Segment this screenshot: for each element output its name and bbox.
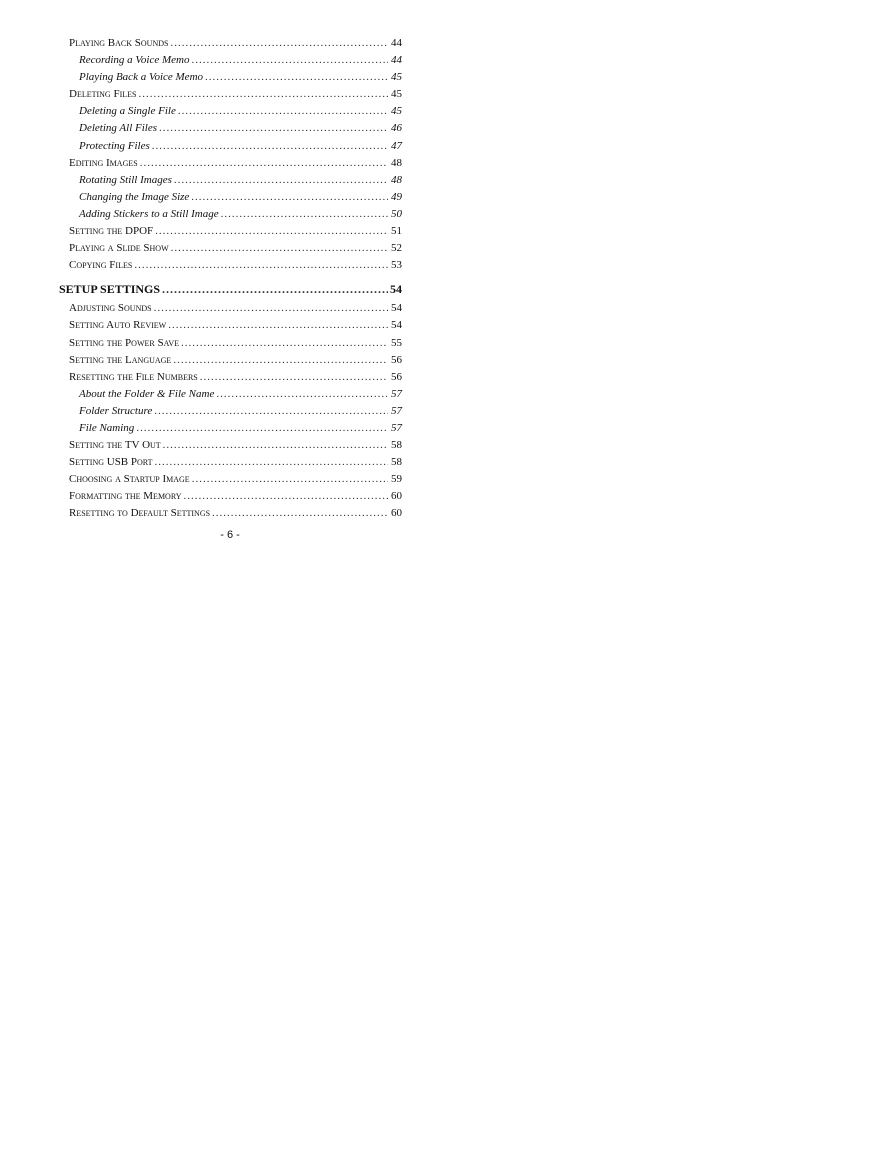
toc-entry-page: 57 xyxy=(391,421,402,434)
toc-entry-title: Deleting All Files xyxy=(79,122,158,135)
toc-entry-title: Resetting to Default Settings xyxy=(69,507,211,520)
toc-entry-page: 45 xyxy=(391,88,402,101)
dot-leader xyxy=(184,490,388,502)
toc-entry-title: Adding Stickers to a Still Image xyxy=(79,207,219,220)
dot-leader xyxy=(216,388,388,400)
toc-entry-title: Choosing a Startup Image xyxy=(69,473,190,486)
toc-entry-page: 54 xyxy=(390,281,402,296)
dot-leader xyxy=(191,191,388,203)
toc-entry[interactable] xyxy=(59,242,402,259)
toc-entry-page: 57 xyxy=(391,404,402,417)
dot-leader xyxy=(192,473,388,485)
dot-leader xyxy=(173,354,388,366)
page-number-footer: - 6 - xyxy=(220,529,240,541)
toc-entry-page: 45 xyxy=(391,71,402,84)
toc-entry[interactable] xyxy=(59,122,402,139)
toc-entry-page: 48 xyxy=(391,156,402,169)
dot-leader xyxy=(140,157,388,169)
toc-entry[interactable] xyxy=(59,88,402,105)
toc-entry-title: Recording a Voice Memo xyxy=(79,54,190,67)
toc-entry-title: Playing Back Sounds xyxy=(69,37,169,49)
toc-entry-title: Setting the DPOF xyxy=(69,225,154,238)
toc-entry[interactable] xyxy=(59,208,402,225)
toc-entry-title: Editing Images xyxy=(69,156,138,169)
toc-entry-page: 55 xyxy=(391,336,402,349)
dot-leader xyxy=(155,456,388,468)
toc-entry-page: 45 xyxy=(391,105,402,118)
table-of-contents xyxy=(59,37,402,525)
toc-entry[interactable] xyxy=(59,422,402,439)
toc-entry[interactable] xyxy=(59,37,402,54)
toc-entry[interactable] xyxy=(59,225,402,242)
toc-entry-page: 60 xyxy=(391,490,402,503)
toc-entry-title: Deleting Files xyxy=(69,88,137,101)
dot-leader xyxy=(191,54,388,66)
toc-entry[interactable] xyxy=(59,157,402,174)
dot-leader xyxy=(171,242,388,254)
toc-entry[interactable] xyxy=(59,105,402,122)
dot-leader xyxy=(155,225,388,237)
toc-entry-page: 56 xyxy=(391,353,402,366)
dot-leader xyxy=(162,282,388,297)
toc-entry[interactable] xyxy=(59,337,402,354)
toc-entry-page: 44 xyxy=(391,37,402,49)
toc-entry-title: Playing a Slide Show xyxy=(69,242,169,255)
dot-leader xyxy=(168,319,388,331)
toc-entry-title: Setting the Power Save xyxy=(69,336,179,349)
toc-entry-title: About the Folder & File Name xyxy=(79,387,215,400)
toc-entry-title: Setting Auto Review xyxy=(69,319,167,332)
toc-entry-page: 49 xyxy=(391,190,402,203)
toc-entry-page: 46 xyxy=(391,122,402,135)
toc-entry-page: 60 xyxy=(391,507,402,520)
toc-entry-title: Protecting Files xyxy=(79,139,150,152)
dot-leader xyxy=(205,71,388,83)
dot-leader xyxy=(181,337,388,349)
toc-entry-page: 56 xyxy=(391,370,402,383)
toc-entry[interactable] xyxy=(59,54,402,71)
dot-leader xyxy=(170,37,388,49)
toc-entry-page: 51 xyxy=(391,225,402,238)
toc-entry-page: 57 xyxy=(391,387,402,400)
toc-entry[interactable] xyxy=(59,439,402,456)
dot-leader xyxy=(163,439,388,451)
toc-entry[interactable] xyxy=(59,456,402,473)
toc-entry[interactable] xyxy=(59,140,402,157)
toc-entry-title: Changing the Image Size xyxy=(79,190,190,203)
dot-leader xyxy=(154,405,388,417)
toc-entry-page: 54 xyxy=(391,302,402,315)
dot-leader xyxy=(136,422,388,434)
toc-entry-title: Setting the Language xyxy=(69,353,172,366)
toc-entry[interactable] xyxy=(59,371,402,388)
dot-leader xyxy=(152,140,388,152)
toc-entry-title: SETUP SETTINGS xyxy=(59,281,161,296)
toc-entry-title: Copying Files xyxy=(69,259,133,272)
toc-entry-title: Setting the TV Out xyxy=(69,439,161,452)
toc-entry[interactable] xyxy=(59,388,402,405)
toc-entry-page: 54 xyxy=(391,319,402,332)
toc-entry[interactable] xyxy=(59,354,402,371)
toc-entry-page: 44 xyxy=(391,54,402,67)
toc-entry[interactable] xyxy=(59,191,402,208)
dot-leader xyxy=(154,302,388,314)
toc-entry-title: Folder Structure xyxy=(79,404,153,417)
dot-leader xyxy=(212,507,388,519)
dot-leader xyxy=(221,208,388,220)
toc-entry-page: 59 xyxy=(391,473,402,486)
dot-leader xyxy=(200,371,388,383)
toc-entry[interactable] xyxy=(59,302,402,319)
toc-entry[interactable] xyxy=(59,71,402,88)
toc-entry-page: 58 xyxy=(391,439,402,452)
toc-entry[interactable] xyxy=(59,507,402,524)
toc-entry-title: Playing Back a Voice Memo xyxy=(79,71,204,84)
toc-entry-page: 52 xyxy=(391,242,402,255)
dot-leader xyxy=(178,105,388,117)
toc-entry[interactable] xyxy=(59,174,402,191)
toc-entry[interactable] xyxy=(59,405,402,422)
toc-entry-title: Formatting the Memory xyxy=(69,490,182,503)
toc-entry-page: 53 xyxy=(391,259,402,272)
toc-entry-title: Deleting a Single File xyxy=(79,105,176,118)
dot-leader xyxy=(138,88,388,100)
dot-leader xyxy=(159,122,388,134)
toc-entry[interactable] xyxy=(59,319,402,336)
toc-entry-page: 48 xyxy=(391,173,402,186)
toc-entry-title: Rotating Still Images xyxy=(79,173,172,186)
toc-entry-title: Setting USB Port xyxy=(69,456,153,469)
toc-entry[interactable] xyxy=(59,259,402,276)
dot-leader xyxy=(174,174,388,186)
toc-entry[interactable] xyxy=(59,276,402,302)
toc-entry[interactable] xyxy=(59,490,402,507)
toc-entry-page: 58 xyxy=(391,456,402,469)
dot-leader xyxy=(134,259,388,271)
toc-entry[interactable] xyxy=(59,473,402,490)
toc-entry-title: Resetting the File Numbers xyxy=(69,370,198,383)
toc-entry-page: 50 xyxy=(391,207,402,220)
toc-entry-page: 47 xyxy=(391,139,402,152)
toc-entry-title: Adjusting Sounds xyxy=(69,302,152,315)
toc-entry-title: File Naming xyxy=(79,421,135,434)
